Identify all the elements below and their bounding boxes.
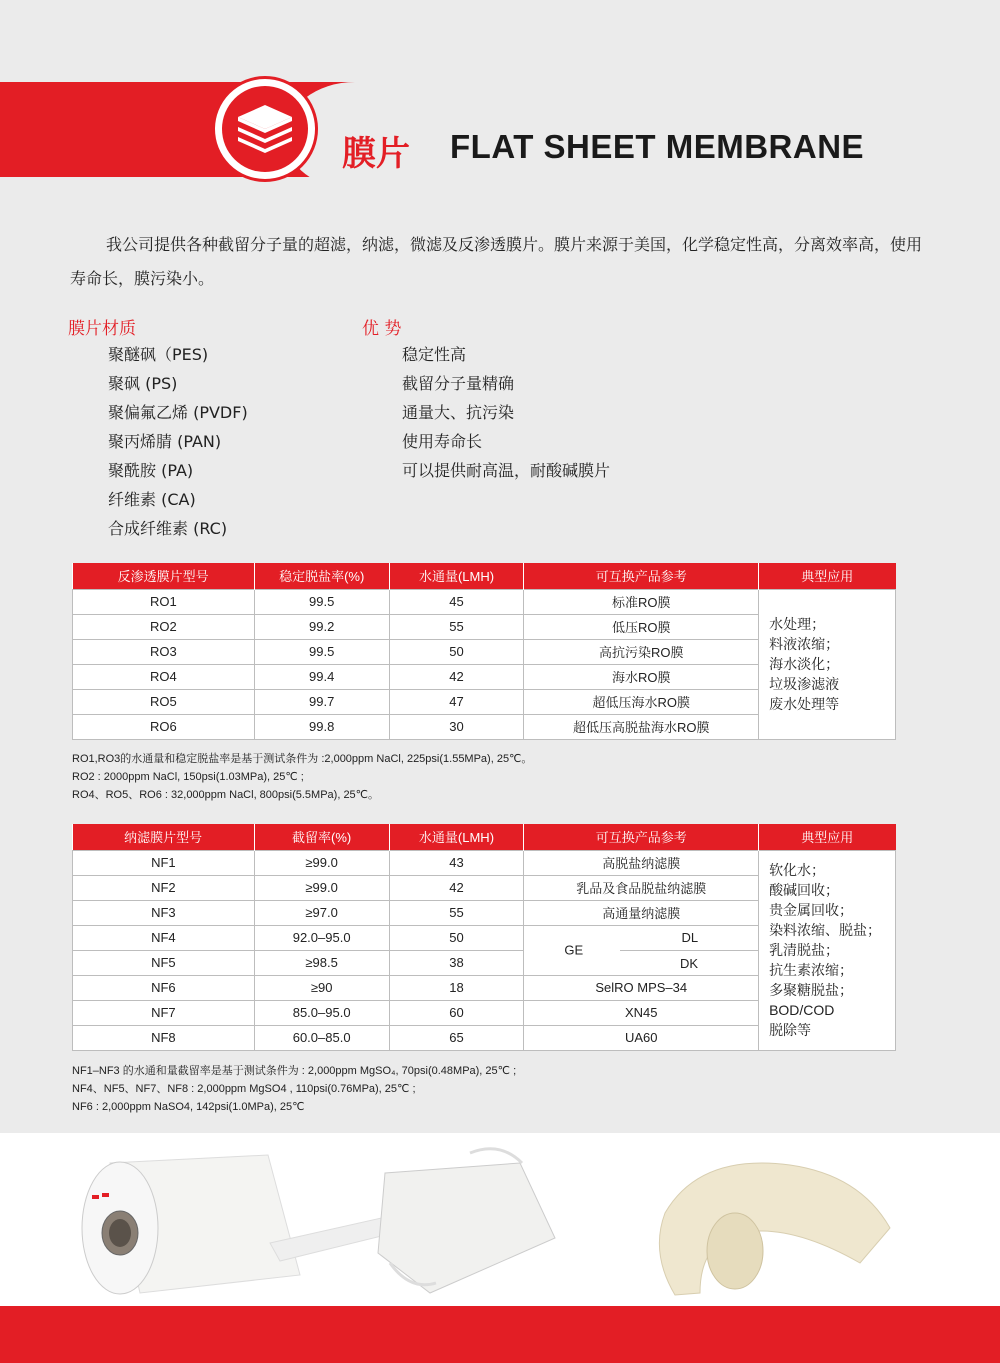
table-cell: RO1: [73, 589, 255, 614]
ge-label: GE: [564, 942, 584, 958]
table-cell: NF5: [73, 950, 255, 975]
table-row: [73, 589, 896, 614]
column-header: 可互换产品参考: [524, 824, 759, 850]
ge-reference-cell: [524, 925, 759, 975]
column-header: 可互换产品参考: [524, 563, 759, 589]
table-cell: NF1: [73, 850, 255, 875]
table-cell: RO5: [73, 689, 255, 714]
table-cell: 50: [389, 639, 524, 664]
application-line: 软化水；: [769, 862, 826, 878]
table-cell: 42: [389, 875, 524, 900]
column-header: 稳定脱盐率(%): [254, 563, 389, 589]
title-chinese: 膜片: [342, 134, 410, 174]
table-cell: 高脱盐纳滤膜: [524, 850, 759, 875]
advantage-item: 通量大、抗污染: [402, 403, 515, 422]
application-line: 酸碱回收；: [769, 882, 840, 898]
membrane-roll-image: [82, 1155, 402, 1294]
application-line: 垃圾渗滤液: [769, 676, 840, 692]
note-line: NF1–NF3 的水通和量截留率是基于测试条件为 : 2,000ppm MgSO₄, 70psi(0.48MPa), 25℃ ;: [72, 1065, 517, 1077]
application-line: 脱除等: [769, 1022, 812, 1038]
table-cell: ≥98.5: [254, 950, 389, 975]
material-item: 聚砜 (PS): [108, 374, 178, 393]
table-cell: 99.7: [254, 689, 389, 714]
table-cell: 85.0–95.0: [254, 1000, 389, 1025]
material-item: 聚偏氟乙烯 (PVDF): [108, 403, 248, 422]
table-cell: 超低压高脱盐海水RO膜: [524, 714, 759, 739]
material-item: 聚丙烯腈 (PAN): [108, 432, 222, 451]
application-line: 抗生素浓缩；: [769, 962, 854, 978]
application-line: 水处理；: [769, 616, 826, 632]
nf-table: [72, 824, 896, 1051]
dl-label: DL: [681, 929, 699, 945]
table-cell: UA60: [524, 1025, 759, 1050]
table-cell: 55: [389, 900, 524, 925]
table-cell: NF6: [73, 975, 255, 1000]
application-line: 料液浓缩；: [769, 636, 840, 652]
intro-paragraph: 我公司提供各种截留分子量的超滤，纳滤，微滤及反渗透膜片。膜片来源于美国，化学稳定性高，分离效率高，使用寿命长，膜污染小。: [70, 235, 923, 288]
ro-table: [72, 563, 896, 740]
table-cell: XN45: [524, 1000, 759, 1025]
table-cell: 18: [389, 975, 524, 1000]
table-cell: 50: [389, 925, 524, 950]
divider: [620, 950, 758, 951]
table-cell: ≥97.0: [254, 900, 389, 925]
application-line: 染料浓缩、脱盐；: [769, 922, 882, 938]
table-cell: SelRO MPS–34: [524, 975, 759, 1000]
table-cell: 乳品及食品脱盐纳滤膜: [524, 875, 759, 900]
application-line: 海水淡化；: [769, 656, 840, 672]
column-header: 纳滤膜片型号: [73, 824, 255, 850]
stacked-sheets-icon: [234, 101, 296, 157]
table-cell: RO3: [73, 639, 255, 664]
advantage-item: 稳定性高: [402, 345, 467, 364]
product-photo-strip: [0, 1133, 1000, 1306]
ro-notes: [72, 750, 532, 804]
material-item: 纤维素 (CA): [108, 490, 196, 509]
table-cell: 45: [389, 589, 524, 614]
table-cell: 99.5: [254, 589, 389, 614]
material-item: 合成纤维素 (RC): [108, 519, 228, 538]
table-cell: ≥99.0: [254, 850, 389, 875]
table-cell: NF8: [73, 1025, 255, 1050]
table-cell: 43: [389, 850, 524, 875]
membrane-sheet-image: [659, 1163, 890, 1295]
table-cell: 60: [389, 1000, 524, 1025]
table-cell: NF3: [73, 900, 255, 925]
table-cell: 海水RO膜: [524, 664, 759, 689]
column-header: 反渗透膜片型号: [73, 563, 255, 589]
table-cell: RO6: [73, 714, 255, 739]
nf-application-cell: [759, 850, 896, 1050]
table-cell: 99.5: [254, 639, 389, 664]
table-cell: NF4: [73, 925, 255, 950]
materials-title: 膜片材质: [68, 319, 136, 339]
application-line: 贵金属回收；: [769, 902, 854, 918]
table-cell: 60.0–85.0: [254, 1025, 389, 1050]
nf-table-header: [73, 824, 896, 850]
application-line: 废水处理等: [769, 696, 840, 712]
ro-application-cell: [759, 589, 896, 739]
material-item: 聚醚砜（PES): [108, 345, 209, 364]
table-cell: 65: [389, 1025, 524, 1050]
application-line: 乳清脱盐；: [769, 942, 840, 958]
nf-notes: [72, 1062, 516, 1116]
table-cell: 高通量纳滤膜: [524, 900, 759, 925]
note-line: NF4、NF5、NF7、NF8 : 2,000ppm MgSO4 , 110psi(0.76MPa), 25℃ ;: [72, 1083, 416, 1095]
table-cell: 99.2: [254, 614, 389, 639]
note-line: RO2 : 2000ppm NaCl, 150psi(1.03MPa), 25℃ ;: [72, 771, 304, 783]
advantage-item: 可以提供耐高温，耐酸碱膜片: [402, 461, 611, 480]
logo: [212, 76, 318, 182]
table-cell: 47: [389, 689, 524, 714]
membrane-bag-image: [378, 1149, 555, 1293]
material-item: 聚酰胺 (PA): [108, 461, 194, 480]
table-cell: 超低压海水RO膜: [524, 689, 759, 714]
column-header: 水通量(LMH): [389, 824, 524, 850]
note-line: NF6 : 2,000ppm NaSO4, 142psi(1.0MPa), 25℃: [72, 1101, 305, 1113]
dk-label: DK: [680, 955, 699, 971]
table-cell: RO2: [73, 614, 255, 639]
column-header: 截留率(%): [254, 824, 389, 850]
materials-list: [108, 340, 248, 543]
table-cell: 99.8: [254, 714, 389, 739]
advantages-list: [402, 340, 610, 485]
table-cell: ≥90: [254, 975, 389, 1000]
table-cell: 低压RO膜: [524, 614, 759, 639]
ro-table-header: [73, 563, 896, 589]
table-cell: 55: [389, 614, 524, 639]
note-line: RO4、RO5、RO6 : 32,000ppm NaCl, 800psi(5.5MPa), 25℃。: [72, 789, 380, 801]
advantages-title: 优 势: [362, 319, 402, 339]
advantage-item: 截留分子量精确: [402, 374, 515, 393]
table-cell: 标准RO膜: [524, 589, 759, 614]
table-cell: 30: [389, 714, 524, 739]
column-header: 水通量(LMH): [389, 563, 524, 589]
column-header: 典型应用: [759, 824, 896, 850]
table-cell: NF2: [73, 875, 255, 900]
application-line: BOD/COD: [769, 1002, 835, 1018]
note-line: RO1,RO3的水通量和稳定脱盐率是基于测试条件为 :2,000ppm NaCl, 225psi(1.55MPa), 25℃。: [72, 753, 533, 765]
advantage-item: 使用寿命长: [402, 432, 483, 451]
table-row: [73, 850, 896, 875]
table-cell: 38: [389, 950, 524, 975]
table-cell: 高抗污染RO膜: [524, 639, 759, 664]
application-line: 多聚糖脱盐；: [769, 982, 854, 998]
table-cell: 99.4: [254, 664, 389, 689]
column-header: 典型应用: [759, 563, 896, 589]
table-cell: NF7: [73, 1000, 255, 1025]
title-english: FLAT SHEET MEMBRANE: [450, 128, 865, 165]
footer-red-band: [0, 1306, 1000, 1363]
table-cell: ≥99.0: [254, 875, 389, 900]
table-cell: 92.0–95.0: [254, 925, 389, 950]
table-cell: 42: [389, 664, 524, 689]
table-cell: RO4: [73, 664, 255, 689]
